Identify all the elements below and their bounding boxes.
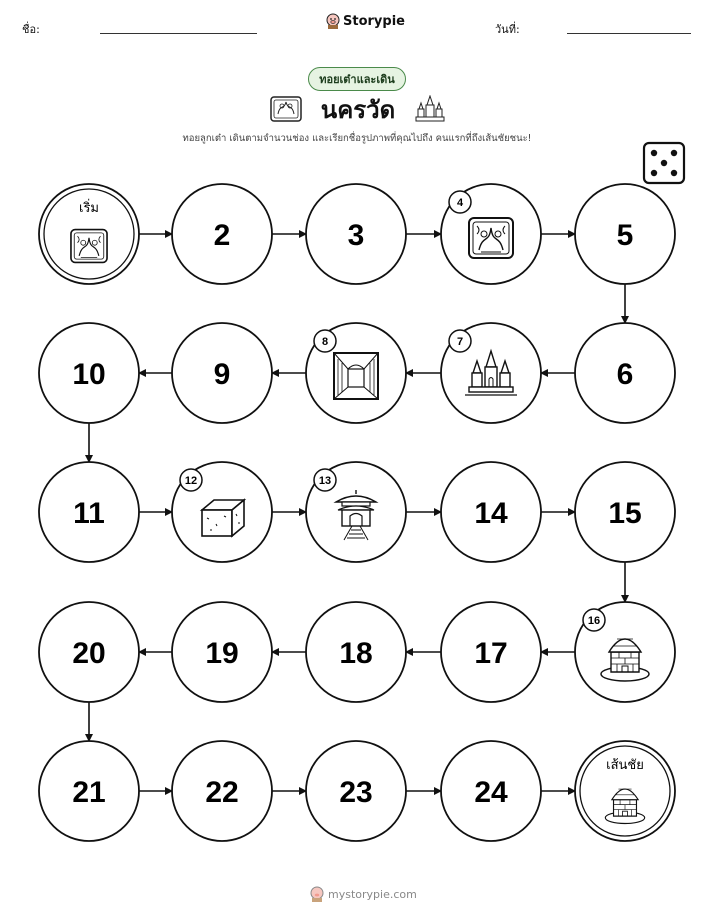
board-space-11[interactable] — [39, 462, 139, 562]
space-number: 4 — [456, 197, 464, 209]
board-space-15[interactable] — [575, 462, 675, 562]
board-space-25[interactable] — [575, 741, 675, 841]
board-space-22[interactable] — [172, 741, 272, 841]
board-space-10[interactable] — [39, 323, 139, 423]
board-space-12[interactable] — [172, 462, 272, 562]
board-space-9[interactable] — [172, 323, 272, 423]
start-label: เริ่ม — [79, 201, 99, 216]
carving-icon — [469, 218, 513, 258]
board-space-2[interactable] — [172, 184, 272, 284]
board-space-23[interactable] — [306, 741, 406, 841]
space-number: 23 — [339, 776, 373, 809]
space-number: 9 — [213, 358, 231, 391]
space-number: 8 — [321, 336, 329, 348]
space-number: 6 — [616, 358, 634, 391]
space-number: 18 — [339, 637, 373, 670]
stone-block-icon — [202, 500, 244, 536]
space-number: 11 — [73, 497, 105, 530]
game-title: นครวัด — [320, 95, 396, 124]
pig-mascot-icon — [310, 886, 324, 902]
date-label: วันที่: — [495, 23, 520, 36]
board-space-13[interactable] — [306, 462, 406, 562]
space-number: 14 — [474, 497, 508, 530]
board-spaces — [39, 184, 675, 841]
brand-name: Storypie — [343, 13, 405, 29]
space-number: 17 — [474, 637, 508, 670]
board-space-8[interactable] — [306, 323, 406, 423]
die-icon — [644, 143, 684, 183]
name-label: ชื่อ: — [22, 23, 40, 36]
board-space-1[interactable] — [39, 184, 139, 284]
board-space-14[interactable] — [441, 462, 541, 562]
board-space-24[interactable] — [441, 741, 541, 841]
board-space-18[interactable] — [306, 602, 406, 702]
space-number: 19 — [205, 637, 239, 670]
space-number: 13 — [318, 475, 332, 487]
space-number: 10 — [72, 358, 106, 391]
board-space-7[interactable] — [441, 323, 541, 423]
board-space-3[interactable] — [306, 184, 406, 284]
space-number: 5 — [616, 219, 634, 252]
finish-label: เส้นชัย — [606, 758, 644, 773]
space-number: 22 — [205, 776, 239, 809]
board-space-5[interactable] — [575, 184, 675, 284]
space-number: 15 — [608, 497, 642, 530]
board-space-17[interactable] — [441, 602, 541, 702]
game-type-tag: ทอยเต๋าและเดิน — [308, 67, 406, 91]
board-space-16[interactable] — [575, 602, 675, 702]
carving-icon — [71, 230, 107, 263]
space-number: 7 — [456, 336, 464, 348]
space-number: 2 — [213, 219, 231, 252]
board-space-19[interactable] — [172, 602, 272, 702]
board-space-21[interactable] — [39, 741, 139, 841]
space-number: 16 — [587, 615, 601, 627]
footer — [310, 886, 417, 902]
space-number: 21 — [72, 776, 106, 809]
board-space-6[interactable] — [575, 323, 675, 423]
site-url[interactable]: mystorypie.com — [328, 887, 417, 901]
corridor-icon — [334, 353, 378, 399]
board-space-20[interactable] — [39, 602, 139, 702]
space-number: 12 — [184, 475, 198, 487]
instructions: ทอยลูกเต๋า เดินตามจำนวนช่อง และเรียกชื่อรูปภาพที่คุณไปถึง คนแรกที่ถึงเส้นชัยชนะ! — [182, 133, 532, 144]
space-number: 20 — [72, 637, 106, 670]
board-space-4[interactable] — [441, 184, 541, 284]
space-number: 3 — [347, 219, 365, 252]
space-number: 24 — [474, 776, 508, 809]
